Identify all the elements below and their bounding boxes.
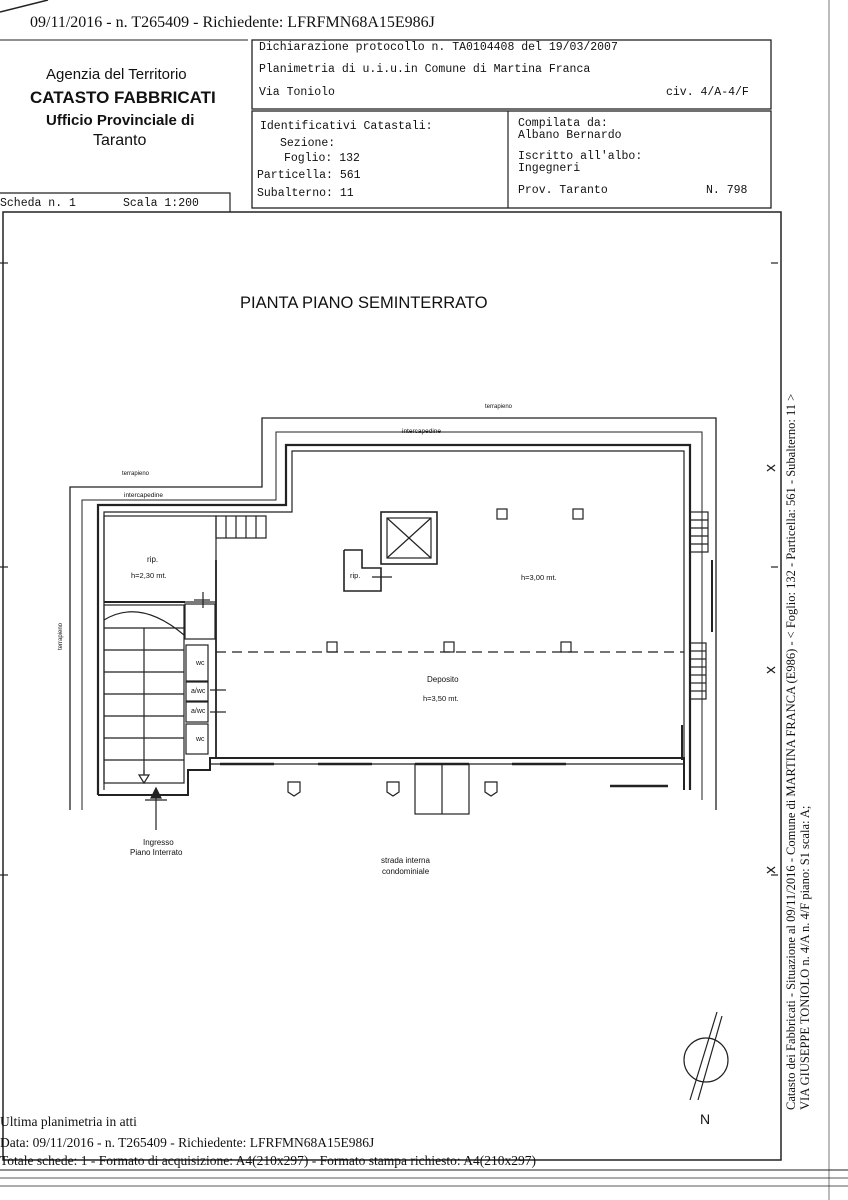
room-rip-label: rip. — [147, 555, 159, 564]
deposito-label: Deposito — [427, 675, 459, 684]
ident-title: Identificativi Catastali: — [260, 120, 433, 133]
compiled-name: Albano Bernardo — [518, 129, 622, 142]
road-label-2: condominiale — [382, 867, 430, 876]
sezione: Sezione: — [280, 137, 336, 150]
awc-label-2: a/wc — [191, 708, 206, 715]
agency-name: Agenzia del Territorio — [46, 66, 187, 83]
wc-label-1: wc — [196, 660, 205, 667]
terrapieno-left: terrapieno — [122, 471, 150, 477]
particella: Particella: 561 — [257, 169, 361, 182]
subalterno: Subalterno: 11 — [257, 187, 354, 200]
footer-last-plan: Ultima planimetria in atti — [0, 1114, 137, 1129]
planimetry-line: Planimetria di u.i.u.in Comune di Martina Franca — [259, 63, 591, 76]
north-label: N — [700, 1111, 711, 1127]
province: Prov. Taranto — [518, 184, 608, 197]
scheda: Scheda n. 1 — [0, 197, 76, 210]
side-cadastre-line: Catasto dei Fabbricati - Situazione al 09/11/2016 - Comune di MARTINA FRANCA (E986) - < Foglio: 132 - Particella: 561 - Subalterno: 11 > — [784, 393, 798, 1110]
wc-label-2: wc — [196, 736, 205, 743]
entrance-label: Ingresso — [143, 838, 174, 847]
top-request-line: 09/11/2016 - n. T265409 - Richiedente: LFRFMN68A15E986J — [30, 14, 435, 31]
intercapedine-top: intercapedine — [402, 428, 442, 435]
register-value: Ingegneri — [518, 162, 581, 175]
terrapieno-top: terrapieno — [485, 404, 513, 410]
agency-province-label: Ufficio Provinciale di — [46, 112, 195, 129]
agency-office: CATASTO FABBRICATI — [30, 88, 216, 107]
street: Via Toniolo — [259, 86, 335, 99]
plan-title: PIANTA PIANO SEMINTERRATO — [240, 294, 488, 312]
terrapieno-side: terrapieno — [58, 622, 64, 650]
upper-height: h=3,00 mt. — [521, 573, 557, 582]
scala: Scala 1:200 — [123, 197, 199, 210]
compiled-label: Compilata da: — [518, 117, 608, 130]
small-rip-label: rip. — [350, 571, 361, 580]
register-label: Iscritto all'albo: — [518, 150, 643, 163]
agency-province: Taranto — [93, 132, 147, 149]
deposito-height: h=3,50 mt. — [423, 694, 459, 703]
sheet-number: N. 798 — [706, 184, 748, 197]
footer-format-line: Totale schede: 1 - Formato di acquisizione: A4(210x297) - Formato stampa richiesto: A4(210x297) — [0, 1153, 536, 1168]
side-address-line: VIA GIUSEPPE TONIOLO n. 4/A n. 4/F piano: S1 scala: A; — [798, 805, 812, 1110]
awc-label-1: a/wc — [191, 688, 206, 695]
intercapedine-left: intercapedine — [124, 492, 164, 499]
civic-number: civ. 4/A-4/F — [666, 86, 749, 99]
room-rip-height: h=2,30 mt. — [131, 571, 167, 580]
road-label-1: strada interna — [381, 856, 430, 865]
foglio: Foglio: 132 — [284, 152, 360, 165]
footer-date-line: Data: 09/11/2016 - n. T265409 - Richiedente: LFRFMN68A15E986J — [0, 1135, 375, 1150]
protocol-line: Dichiarazione protocollo n. TA0104408 del 19/03/2007 — [259, 41, 618, 54]
entrance-sub-label: Piano Interrato — [130, 848, 183, 857]
